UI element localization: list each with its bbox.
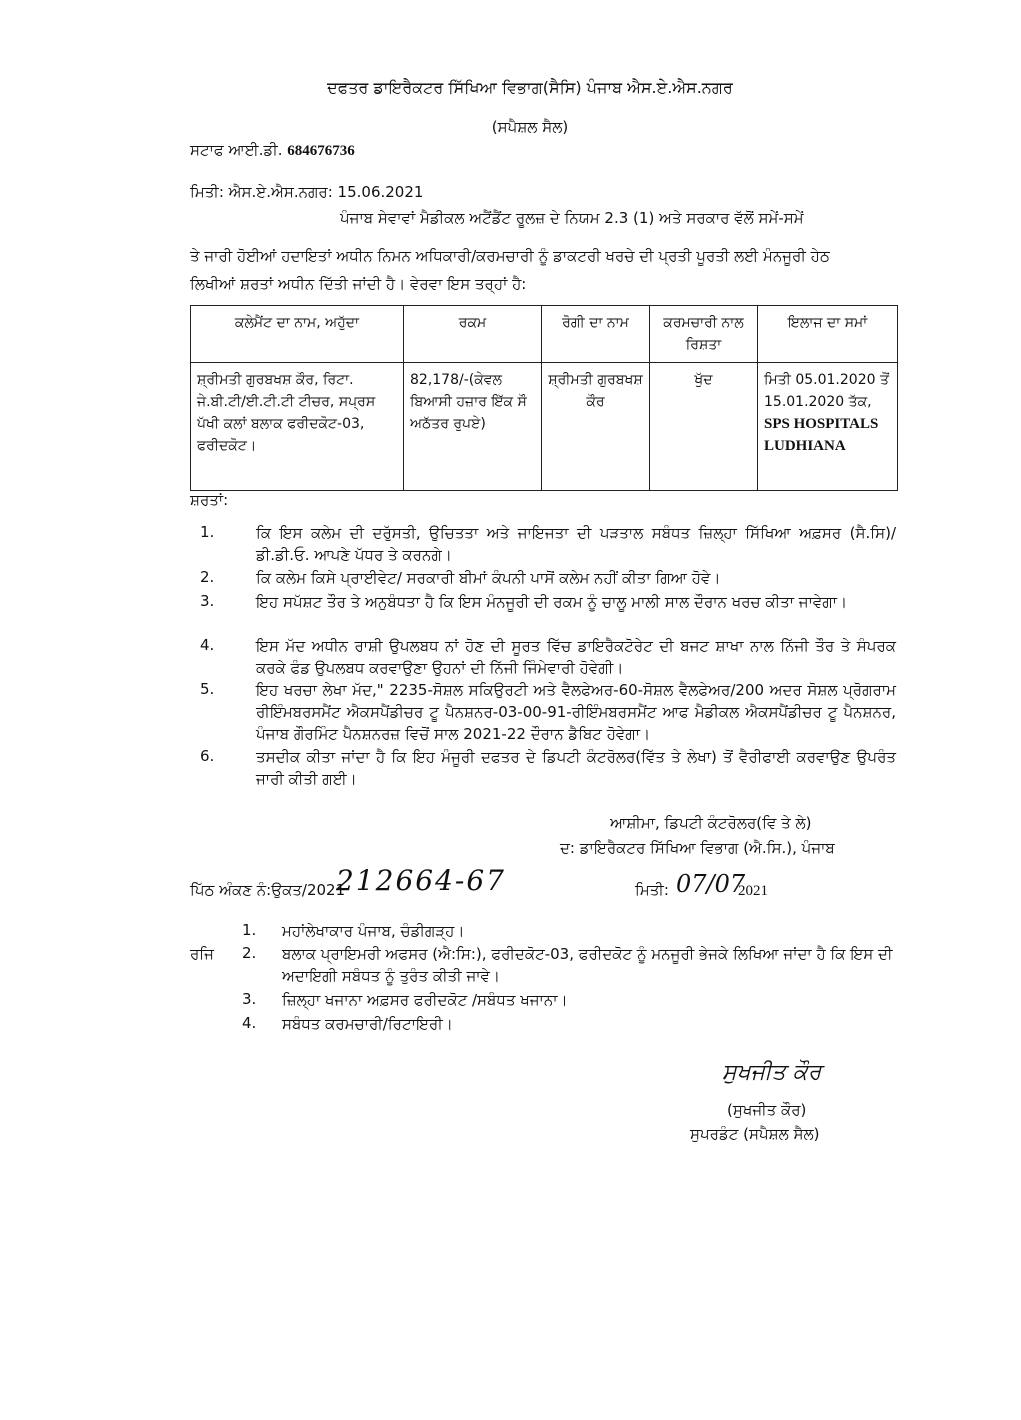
table-header-row: [191, 306, 898, 363]
condition-number: 3.: [200, 592, 215, 610]
endorsement-number-handwritten: 212664-67: [336, 864, 506, 897]
intro-line-1: ਪੰਜਾਬ ਸੇਵਾਵਾਂ ਮੈਡੀਕਲ ਅਟੈਂਡੈਂਟ ਰੂਲਜ਼ ਦੇ ਨਿਯਮ 2.3 (1) ਅਤੇ ਸਰਕਾਰ ਵੱਲੋਂ ਸਮੇਂ-ਸਮੇਂ: [340, 209, 804, 227]
issue-date: ਮਿਤੀ: ਐਸ.ਏ.ਐਸ.ਨਗਰ: 15.06.2021: [190, 183, 424, 201]
copy-number: 2.: [242, 944, 257, 962]
copy-recipient: ਸਬੰਧਤ ਕਰਮਚਾਰੀ/ਰਿਟਾਇਰੀ।: [282, 1015, 453, 1033]
header-claimant: ਕਲੇਮੈਂਟ ਦਾ ਨਾਮ, ਅਹੁੱਦਾ: [191, 306, 404, 363]
cell-treatment-period: [758, 363, 898, 491]
staff-id-label: ਸਟਾਫ ਆਈ.ਡੀ.: [190, 141, 283, 159]
condition-number: 6.: [200, 747, 215, 765]
cell-subtitle: (ਸਪੈਸ਼ਲ ਸੈਲ): [491, 118, 569, 136]
header-patient: ਰੋਗੀ ਦਾ ਨਾਮ: [542, 306, 650, 363]
staff-id-value: 684676736: [287, 143, 355, 159]
directorate-line: ਦ: ਡਾਇਰੈਕਟਰ ਸਿੱਖਿਆ ਵਿਭਾਗ (ਐ.ਸਿ.), ਪੰਜਾਬ: [560, 839, 835, 857]
condition-text: ਇਸ ਮੱਦ ਅਧੀਨ ਰਾਸ਼ੀ ਉਪਲਬਧ ਨਾਂ ਹੋਣ ਦੀ ਸੂਰਤ ਵਿੱਚ ਡਾਇਰੈਕਟੋਰੇਟ ਦੀ ਬਜਟ ਸ਼ਾਖਾ ਨਾਲ ਨਿੱਜੀ ਤੌਰ ਤੇ ਸੰਪਰਕ ਕਰਕੇ ਫੰਡ ਉਪਲਬਧ ਕਰਵਾਉਣਾ ਉਹਨਾਂ ਦੀ ਨਿੱਜੀ ਜਿੰਮੇਵਾਰੀ ਹੋਵੇਗੀ।: [256, 637, 896, 677]
deputy-controller-line: ਆਸ਼ੀਮਾ, ਡਿਪਟੀ ਕੰਟਰੋਲਰ(ਵਿ ਤੇ ਲੇ): [610, 814, 812, 832]
condition-number: 2.: [200, 568, 215, 586]
conditions-label: ਸ਼ਰਤਾਂ:: [190, 491, 229, 509]
condition-text: ਇਹ ਖਰਚਾ ਲੇਖਾ ਮੱਦ," 2235-ਸੋਸ਼ਲ ਸਕਿਉਰਟੀ ਅਤੇ ਵੈਲਫੇਅਰ-60-ਸੋਸ਼ਲ ਵੈਲਫੇਅਰ/200 ਅਦਰ ਸੋਸ਼ਲ ਪ੍ਰੋਗਰਾਮ ਰੀਇੰਮਬਰਸਮੈਂਟ ਐਕਸਪੈਂਡੀਚਰ ਟੂ ਪੈਨਸ਼ਨਰ-03-00-91-ਰੀਇੰਮਬਰਸਮੈਂਟ ਆਫ ਮੈਡੀਕਲ ਐਕਸਪੈਂਡੀਚਰ ਟੂ ਪੈਨਸ਼ਨਰ, ਪੰਜਾਬ ਗੌਰਮਿੰਟ ਪੈਨਸ਼ਨਰਜ਼ ਵਿਚੋਂ ਸਾਲ 2021-22 ਦੌਰਾਨ ਡੈਬਿਟ ਹੋਵੇਗਾ।: [256, 681, 896, 743]
cell-patient: ਸ਼੍ਰੀਮਤੀ ਗੁਰਬਖਸ਼ ਕੌਰ: [542, 363, 650, 491]
copy-recipient: ਮਹਾਂਲੇਖਾਕਾਰ ਪੰਜਾਬ, ਚੰਡੀਗੜ੍ਹ।: [282, 922, 465, 940]
endorsement-date-handwritten: 07/07: [676, 870, 746, 898]
copy-number: 4.: [242, 1014, 257, 1032]
header-amount: ਰਕਮ: [404, 306, 542, 363]
cell-claimant: ਸ਼੍ਰੀਮਤੀ ਗੁਰਬਖਸ਼ ਕੌਰ, ਰਿਟਾ. ਜੇ.ਬੀ.ਟੀ/ਈ.ਟੀ.ਟੀ ਟੀਚਰ, ਸਪ੍ਰਸ ਪੱਖੀ ਕਲਾਂ ਬਲਾਕ ਫਰੀਦਕੋਟ-03, ਫਰੀਦਕੋਟ।: [191, 363, 404, 491]
signatory-name: (ਸੁਖਜੀਤ ਕੌਰ): [727, 1101, 807, 1119]
endorsement-label: ਪਿੱਠ ਅੰਕਣ ਨੰ:ਉਕਤ/2021: [190, 881, 346, 899]
treatment-dates: ਮਿਤੀ 05.01.2020 ਤੋਂ 15.01.2020 ਤੱਕ,: [764, 372, 889, 410]
register-label: ਰਜਿ: [190, 945, 214, 963]
table-row: [191, 363, 898, 491]
hospital-name: SPS HOSPITALS LUDHIANA: [764, 416, 879, 454]
condition-text: ਕਿ ਇਸ ਕਲੇਮ ਦੀ ਦਰੁੱਸਤੀ, ਉਚਿਤਤਾ ਅਤੇ ਜਾਇਜਤਾ ਦੀ ਪੜਤਾਲ ਸਬੰਧਤ ਜ਼ਿਲ੍ਹਾ ਸਿੱਖਿਆ ਅਫ਼ਸਰ (ਸੈ.ਸਿ)/ ਡੀ.ਡੀ.ਓ. ਆਪਣੇ ਪੱਧਰ ਤੇ ਕਰਨਗੇ।: [256, 524, 896, 564]
office-title: ਦਫਤਰ ਡਾਇਰੈਕਟਰ ਸਿੱਖਿਆ ਵਿਭਾਗ(ਸੈਸਿ) ਪੰਜਾਬ ਐਸ.ਏ.ਐਸ.ਨਗਰ: [327, 78, 733, 97]
intro-line-2: ਤੇ ਜਾਰੀ ਹੋਈਆਂ ਹਦਾਇਤਾਂ ਅਧੀਨ ਨਿਮਨ ਅਧਿਕਾਰੀ/ਕਰਮਚਾਰੀ ਨੂੰ ਡਾਕਟਰੀ ਖਰਚੇ ਦੀ ਪ੍ਰਤੀ ਪੂਰਤੀ ਲਈ ਮੰਨਜੂਰੀ ਹੇਠ: [190, 247, 830, 265]
handwritten-signature: ਸੁਖਜੀਤ ਕੌਰ: [722, 1060, 822, 1085]
cell-amount: 82,178/-(ਕੇਵਲ ਬਿਆਸੀ ਹਜ਼ਾਰ ਇੱਕ ਸੌ ਅਠੱਤਰ ਰੁਪਏ): [404, 363, 542, 491]
header-relation: ਕਰਮਚਾਰੀ ਨਾਲ ਰਿਸ਼ਤਾ: [650, 306, 758, 363]
condition-text: ਕਿ ਕਲੇਮ ਕਿਸੇ ਪ੍ਰਾਈਵੇਟ/ ਸਰਕਾਰੀ ਬੀਮਾਂ ਕੰਪਨੀ ਪਾਸੋਂ ਕਲੇਮ ਨਹੀਂ ਕੀਤਾ ਗਿਆ ਹੋਵੇ।: [256, 569, 721, 587]
staff-id: [190, 140, 355, 161]
endorsement-date-year: 2021: [738, 883, 768, 899]
condition-number: 1.: [200, 523, 215, 541]
cell-relation: ਖੁੱਦ: [650, 363, 758, 491]
condition-text: ਇਹ ਸਪੱਸ਼ਟ ਤੌਰ ਤੇ ਅਨੁਬੰਧਤਾ ਹੈ ਕਿ ਇਸ ਮੰਨਜੂਰੀ ਦੀ ਰਕਮ ਨੂੰ ਚਾਲੂ ਮਾਲੀ ਸਾਲ ਦੌਰਾਨ ਖਰਚ ਕੀਤਾ ਜਾਵੇਗਾ।: [256, 593, 848, 611]
copy-recipient: ਜ਼ਿਲ੍ਹਾ ਖਜਾਨਾ ਅਫ਼ਸਰ ਫਰੀਦਕੋਟ /ਸਬੰਧਤ ਖਜਾਨਾ।: [282, 991, 568, 1009]
intro-line-3: ਲਿਖੀਆਂ ਸ਼ਰਤਾਂ ਅਧੀਨ ਦਿੱਤੀ ਜਾਂਦੀ ਹੈ। ਵੇਰਵਾ ਇਸ ਤਰ੍ਹਾਂ ਹੈ:: [190, 275, 527, 293]
endorsement-date-label: ਮਿਤੀ:: [635, 881, 669, 899]
signatory-designation: ਸੁਪਰਡੰਟ (ਸਪੈਸ਼ਲ ਸੈਲ): [690, 1125, 820, 1143]
copy-recipient: ਬਲਾਕ ਪ੍ਰਾਇਮਰੀ ਅਫਸਰ (ਐ:ਸਿ:), ਫਰੀਦਕੋਟ-03, ਫਰੀਦਕੋਟ ਨੂੰ ਮਨਜੂਰੀ ਭੇਜਕੇ ਲਿਖਿਆ ਜਾਂਦਾ ਹੈ ਕਿ ਇਸ ਦੀ ਅਦਾਇਗੀ ਸਬੰਧਤ ਨੂੰ ਤੁਰੰਤ ਕੀਤੀ ਜਾਵੇ।: [282, 945, 893, 985]
condition-number: 5.: [200, 680, 215, 698]
header-treatment-period: ਇਲਾਜ ਦਾ ਸਮਾਂ: [758, 306, 898, 363]
copy-number: 3.: [242, 990, 257, 1008]
claim-table: [190, 305, 898, 491]
copy-number: 1.: [242, 921, 257, 939]
condition-text: ਤਸਦੀਕ ਕੀਤਾ ਜਾਂਦਾ ਹੈ ਕਿ ਇਹ ਮੰਜੂਰੀ ਦਫਤਰ ਦੇ ਡਿਪਟੀ ਕੰਟਰੋਲਰ(ਵਿੱਤ ਤੇ ਲੇਖਾ) ਤੋਂ ਵੈਰੀਫਾਈ ਕਰਵਾਉਣ ਉਪਰੰਤ ਜਾਰੀ ਕੀਤੀ ਗਈ।: [256, 748, 896, 788]
condition-number: 4.: [200, 636, 215, 654]
